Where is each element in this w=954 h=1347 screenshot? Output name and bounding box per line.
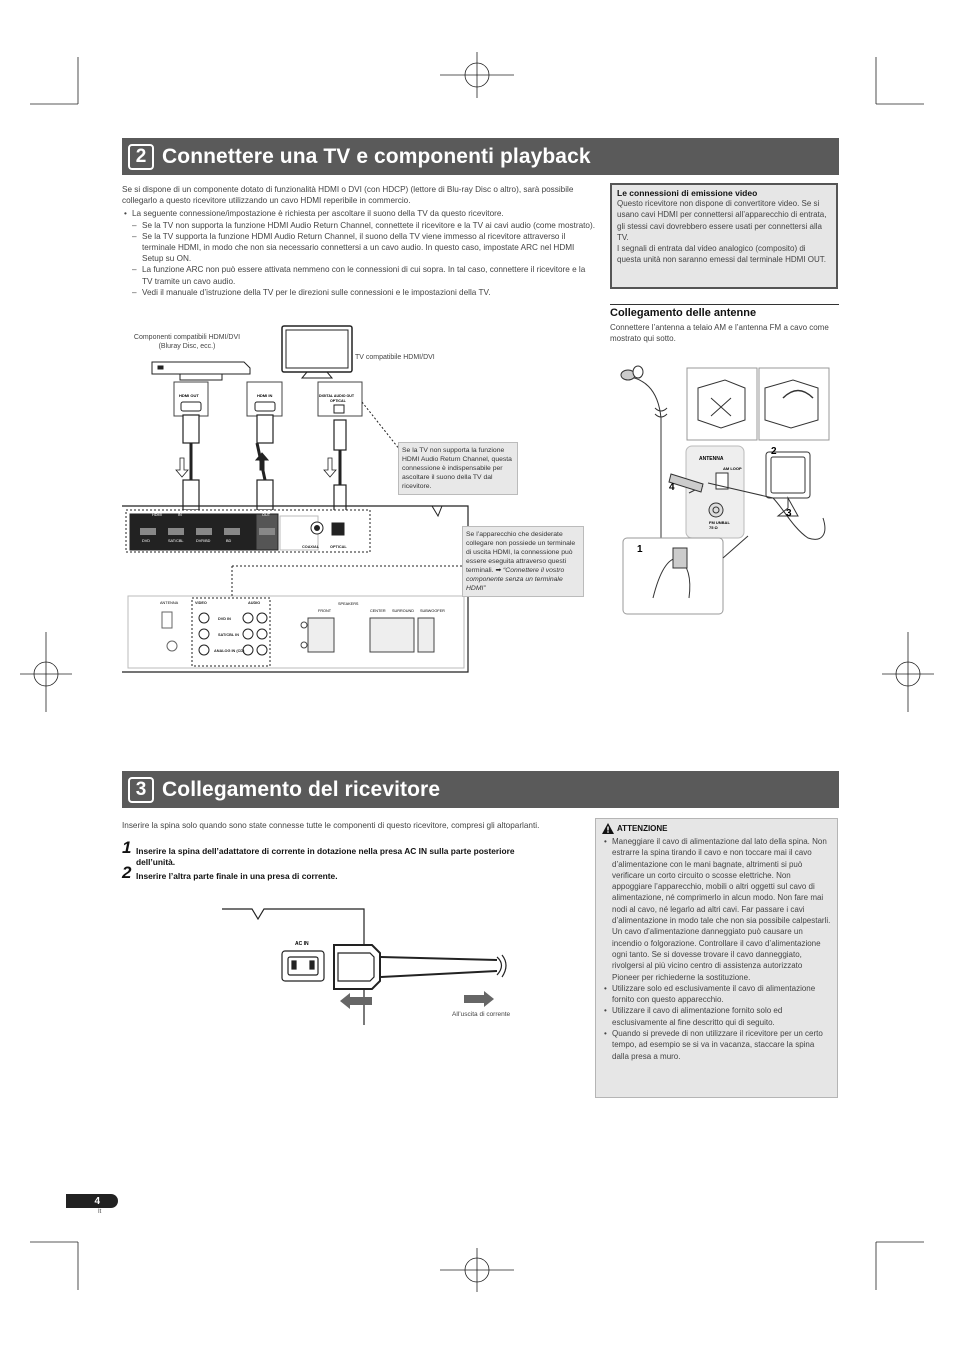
hdmi-out-label: HDMI OUT — [179, 393, 199, 398]
section-3-title: Collegamento del ricevitore — [162, 777, 441, 801]
amloop-label: AM LOOP — [723, 466, 742, 471]
panel-audio: AUDIO — [248, 601, 261, 605]
antenna-text: Connettere l’antenna a telaio AM e l’antenna FM a cavo come mostrato qui sotto. — [610, 323, 829, 344]
caution-item-2: • Utilizzare solo ed esclusivamente il cavo di alimentazione fornito con questo apparecchio. — [602, 983, 831, 1006]
panel-analog: ANALOG IN (CD) — [214, 649, 245, 653]
panel-hdmi-label: HDMI — [152, 513, 162, 517]
section-3-banner — [122, 771, 839, 808]
antenna-diagram — [613, 358, 838, 620]
tv-arc-callout: Se la TV non supporta la funzione HDMI Audio Return Channel, questa connessione è indispensabile per ascoltare il suono della TV dal ricevitore. — [398, 442, 518, 495]
dash-item-4: – Vedi il manuale d’istruzione della TV per le direzioni sulle connessioni e le impostazioni della TV. — [122, 287, 597, 298]
antenna-step-1: 1 — [637, 544, 643, 555]
language-code: It — [98, 1209, 102, 1215]
antenna-step-3: 3 — [786, 508, 792, 519]
panel-coaxial: COAXIAL — [302, 545, 320, 549]
step-2-text: Inserire l’altra parte finale in una presa di corrente. — [136, 871, 338, 881]
dash-item-1: – Se la TV non supporta la funzione HDMI Audio Return Channel, connettete il ricevitore e la TV ai cavi audio (come mostrato). — [122, 220, 597, 231]
warning-icon — [602, 823, 614, 834]
optical-label: OPTICAL — [330, 399, 346, 403]
dash-item-3: – La funzione ARC non può essere attivata nemmeno con le connessioni di cui sopra. In tal caso, connettere il ricevitore e la TV tramite un cavo audio. — [122, 264, 597, 286]
antenna-step-4: 4 — [669, 482, 675, 493]
panel-optical: OPTICAL — [330, 545, 347, 549]
no-hdmi-callout — [462, 526, 584, 597]
panel-front: FRONT — [318, 609, 332, 613]
bullet-item: • La seguente connessione/impostazione è richiesta per ascoltare il suono della TV da questo ricevitore. – Se la TV non supporta la funzione HDMI Audio Return Channel, connettete il ricevitore e la TV ai cavi audio (come mostrato). – Se la TV supporta la funzione HDMI Audio Return Channel, il suono della TV viene immesso al ricevitore attraverso il terminale HDMI, in modo che non sia necessario connettersi a un cavo audio. In questo caso, impostate ARC nel HDMI Setup su ON. – La funzione ARC non può essere attivata nemmeno con le connessioni di cui sopra. In tal caso, connettere il ricevitore e la TV tramite un cavo audio. – Vedi il manuale d’istruzione della TV per le direzioni sulle connessioni e le impostazioni della TV. — [122, 208, 597, 298]
step-2-number: 2 — [122, 863, 132, 882]
section-2-intro — [122, 184, 597, 298]
panel-input-satcbl: SAT/CBL — [168, 539, 184, 543]
fm-label: FM UNBAL — [709, 520, 730, 525]
dash-item-2: – Se la TV supporta la funzione HDMI Audio Return Channel, il suono della TV viene immesso al ricevitore attraverso il terminale HDMI, in modo che non sia necessario connettersi a un cavo audio. In questo caso, impostate ARC nel HDMI Setup su ON. — [122, 231, 597, 265]
video-note-title: Le connessioni di emissione video — [617, 188, 758, 198]
panel-center: CENTER — [370, 609, 386, 613]
panel-out-label: OUT — [262, 513, 271, 517]
panel-surround: SURROUND — [392, 609, 414, 613]
outlet-label: All’uscita di corrente — [452, 1011, 511, 1018]
panel-antenna: ANTENNA — [160, 601, 179, 605]
section-2-number: 2 — [128, 144, 154, 170]
panel-dvdin: DVD IN — [218, 617, 231, 621]
connection-diagram — [122, 320, 472, 680]
no-hdmi-callout-link: “Connettere il vostro componente senza un terminale HDMI” — [466, 567, 565, 592]
caution-title: ATTENZIONE — [617, 824, 668, 833]
caution-header — [602, 823, 831, 834]
digital-out-label: DIGITAL AUDIO OUT — [319, 394, 355, 398]
tv-label: TV compatibile HDMI/DVI — [355, 354, 435, 361]
section-3-intro: Inserire la spina solo quando sono state connesse tutte le componenti di questo ricevitore, compresi gli altoparlanti. — [122, 821, 540, 830]
antenna-section — [610, 304, 839, 344]
panel-input-dvd: DVD — [142, 539, 151, 543]
step-2 — [122, 863, 542, 882]
ac-in-label: AC IN — [295, 941, 309, 947]
caution-item-3: • Utilizzare il cavo di alimentazione fornito solo ed esclusivamente al fine descritto qui di seguito. — [602, 1005, 831, 1028]
panel-input-bd: BD — [226, 539, 232, 543]
step-1 — [122, 838, 542, 867]
caution-item-4: • Quando si prevede di non utilizzare il ricevitore per un certo tempo, ad esempio se si va in vacanza, staccare la spina dalla presa a muro. — [602, 1028, 831, 1062]
video-note-p2: I segnali di entrata dal video analogico (composito) di questa unità non saranno emessi dal terminale HDMI OUT. — [617, 244, 826, 265]
component-label: Componenti compatibili HDMI/DVI (Bluray Disc, ecc.) — [133, 334, 241, 350]
section-3-number: 3 — [128, 777, 154, 803]
caution-box — [595, 818, 838, 1098]
section-2-title: Connettere una TV e componenti playback — [162, 144, 591, 168]
step-1-number: 1 — [122, 838, 132, 857]
hdmi-in-label: HDMI IN — [257, 393, 273, 398]
panel-subwoofer: SUBWOOFER — [420, 609, 445, 613]
page-number: 4 — [66, 1194, 118, 1208]
intro-paragraph: Se si dispone di un componente dotato di funzionalità HDMI o DVI (con HDCP) (lettore di Blu-ray Disc o altro), sarà possibile collegarlo a questo ricevitore utilizzando un cavo HDMI reperibile in commercio. — [122, 185, 574, 206]
no-hdmi-callout-text: Se l’apparecchio che desiderate collegare non possiede un terminale di uscita HDMI, la connessione può essere eseguita attraverso questi terminali. ➡ — [466, 531, 576, 574]
antenna-title: Collegamento delle antenne — [610, 307, 757, 319]
section-2-banner — [122, 138, 839, 175]
video-note-p1: Questo ricevitore non dispone di convertitore video. Se si usano cavi HDMI per connettersi all’apparecchio di entrata, gli stessi cavi dovrebbero essere usati per connettersi alla TV. — [617, 199, 827, 242]
video-note-box — [610, 183, 838, 289]
panel-satcbl: SAT/CBL IN — [218, 633, 239, 637]
fm-ohm-label: 75 Ω — [709, 525, 718, 530]
panel-speakers: SPEAKERS — [338, 602, 359, 606]
antenna-step-2: 2 — [771, 446, 777, 457]
panel-input-dvrbd: DVR/BD — [196, 539, 211, 543]
panel-video: VIDEO — [195, 601, 207, 605]
caution-item-1: • Maneggiare il cavo di alimentazione dal lato della spina. Non estrarre la spina tirando il cavo e non toccare mai il cavo d’alimentazione con le mani bagnate, altrimenti si può verificare un corto circuito o scosse elettriche. Non appoggiare l’apparecchio, mobili o altri oggetti sul cavo di alimentazione, né comprimerlo in alcun modo. Non fare mai nodi al cavo, né legarlo ad altri cavi. Far passare i cavi d’alimentazione in modo tale che non sia possibile calpestarli. Un cavo d’alimentazione danneggiato può causare un incendio o folgorazione. Controllare il cavo d’alimentazione ogni tanto. Se si dovesse trovare il cavo danneggiato, rivolgersi al più vicino centro di assistenza autorizzato Pioneer per richiederne la sostituzione. — [602, 836, 831, 983]
step-1-text: Inserire la spina dell’adattatore di corrente in dotazione nella presa AC IN sulla parte posteriore dell’unità. — [136, 846, 515, 867]
antenna-label: ANTENNA — [699, 456, 724, 462]
panel-in-label: IN — [178, 513, 182, 517]
ac-in-diagram — [222, 905, 522, 1030]
